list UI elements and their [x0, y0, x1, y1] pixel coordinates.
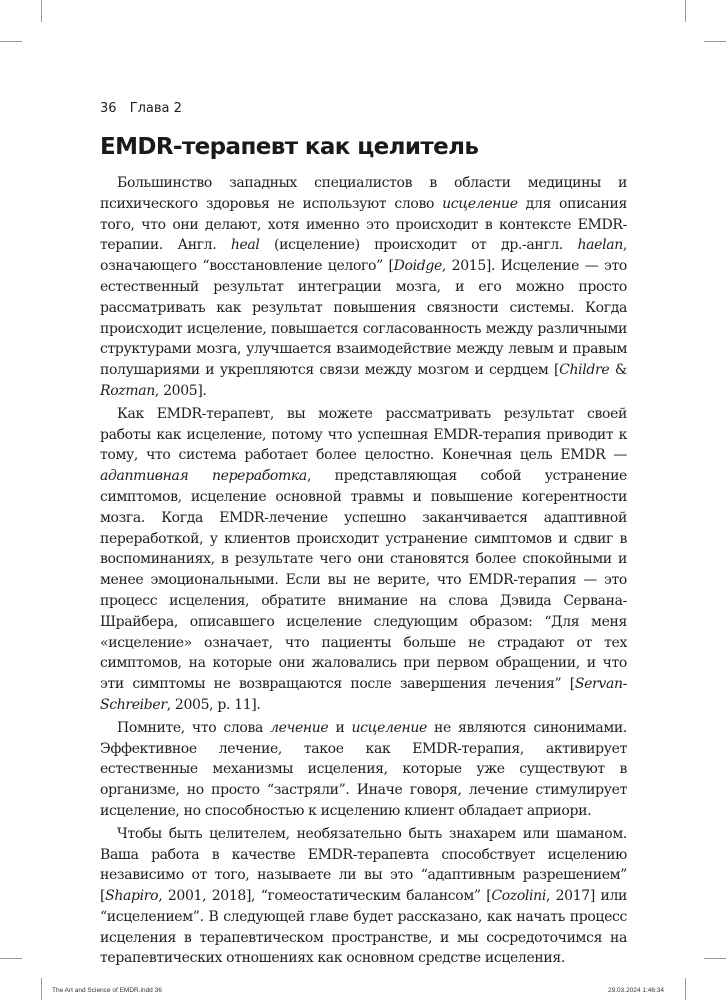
text-run: & [609, 362, 627, 379]
italic-run: Childre [559, 362, 610, 379]
text-run: Большинство западных специалистов в области медицины и психического здоровья не используют слово [100, 175, 627, 212]
body-paragraph [100, 404, 627, 716]
italic-run: heal [230, 237, 260, 254]
italic-run: исцеление [442, 195, 518, 212]
text-run: Чтобы быть целителем, необязательно быть знахарем или шаманом. Ваша работа в качестве EMDR-терапевта способствует исцелению независимо от того, называете ли вы это “адаптивным разрешением” [ [100, 825, 627, 905]
text-run: , 2005, p. 11]. [166, 696, 261, 713]
text-run: , 2005]. [154, 382, 207, 399]
italic-run: Shapiro [105, 888, 159, 905]
crop-mark-top-left [41, 0, 42, 22]
crop-mark-left-bottom [0, 958, 22, 959]
crop-mark-left-top [0, 41, 22, 42]
text-run: Помните, что слова [117, 719, 271, 736]
section-title: EMDR-терапевт как целитель [100, 134, 479, 160]
text-run: , означающего “восстановление целого” [ [100, 237, 628, 275]
text-run: для описания того, что они делают, хотя именно это происходит в контексте EMDR-терапии. Англ. [100, 195, 627, 254]
running-header [100, 101, 182, 116]
text-run: Как EMDR-терапевт, вы можете рассматривать результат своей работы как исцеление, потому что успешная EMDR-терапия приводит к тому, что система работает более целостно. Конечная цель EMDR — [100, 405, 627, 464]
italic-run: Rozman [100, 382, 155, 399]
page-number: 36 [100, 101, 117, 116]
italic-run: исцеление [351, 719, 427, 736]
italic-run: лечение [270, 719, 329, 736]
text-run: (исцеление) происходит от др.-англ. [259, 237, 578, 254]
crop-mark-bottom-left [41, 978, 42, 1000]
crop-mark-right-top [704, 41, 726, 42]
italic-run: haelan [577, 237, 623, 254]
text-run: , 2001, 2018], “гомеостатическим балансом” [ [158, 888, 492, 905]
slug-file-info: The Art and Science of EMDR.indd 36 [52, 987, 162, 994]
italic-run: Servan-Schreiber [100, 676, 627, 713]
crop-mark-bottom-right [685, 978, 686, 1000]
text-run: , представляющая собой устранение симптомов, исцеление основной травмы и повышение когерентности мозга. Когда EMDR-лечение успешно заканчивается адаптивной переработкой, у клиентов происходит устранение симптомов и сдвиг в воспоминаниях, в результате чего они становятся более спокойными и менее эмоциональными. Если вы не верите, что EMDR-терапия — это процесс исцеления, обратите внимание на слова Дэвида Сервана-Шрайбера, описавшего исцеление следующим образом: “Для меня «исцеление» означает, что пациенты больше не страдают от тех симптомов, на которые они жаловались при первом обращении, и что эти симптомы не возвращаются после завершения лечения” [ [100, 468, 627, 693]
body-paragraph [100, 173, 627, 402]
crop-mark-top-right [685, 0, 686, 22]
text-run: не являются синонимами. Эффективное лечение, такое как EMDR-терапия, активирует естественные механизмы исцеления, которые уже существуют в организме, но просто “застряли”. Иначе говоря, лечение стимулирует исцеление, но способностью к исцелению клиент обладает априори. [100, 719, 627, 819]
body-paragraph [100, 718, 627, 822]
chapter-label: Глава 2 [129, 101, 182, 116]
slug-datetime: 29.03.2024 1:46:34 [608, 987, 665, 994]
italic-run: Doidge [393, 258, 442, 275]
text-run: , 2015]. Исцеление — это естественный результат интеграции мозга, и его можно просто рассматривать как результат повышения связности системы. Когда происходит исцеление, повышается согласованность между различными структурами мозга, улучшается взаимодействие между левым и правым полушариями и укрепляются связи между мозгом и сердцем [ [100, 258, 627, 379]
crop-mark-right-bottom [704, 958, 726, 959]
body-paragraph [100, 824, 627, 970]
text-run: и [328, 719, 352, 736]
italic-run: адаптивная переработка [100, 468, 307, 485]
text-run: , 2017] или “исцелением”. В следующей главе будет рассказано, как начать процесс исцеления в терапевтическом пространстве, и мы сосредоточимся на терапевтических отношениях как основном средстве исцеления. [100, 888, 627, 967]
italic-run: Cozolini [491, 888, 546, 905]
body-text [100, 173, 627, 969]
